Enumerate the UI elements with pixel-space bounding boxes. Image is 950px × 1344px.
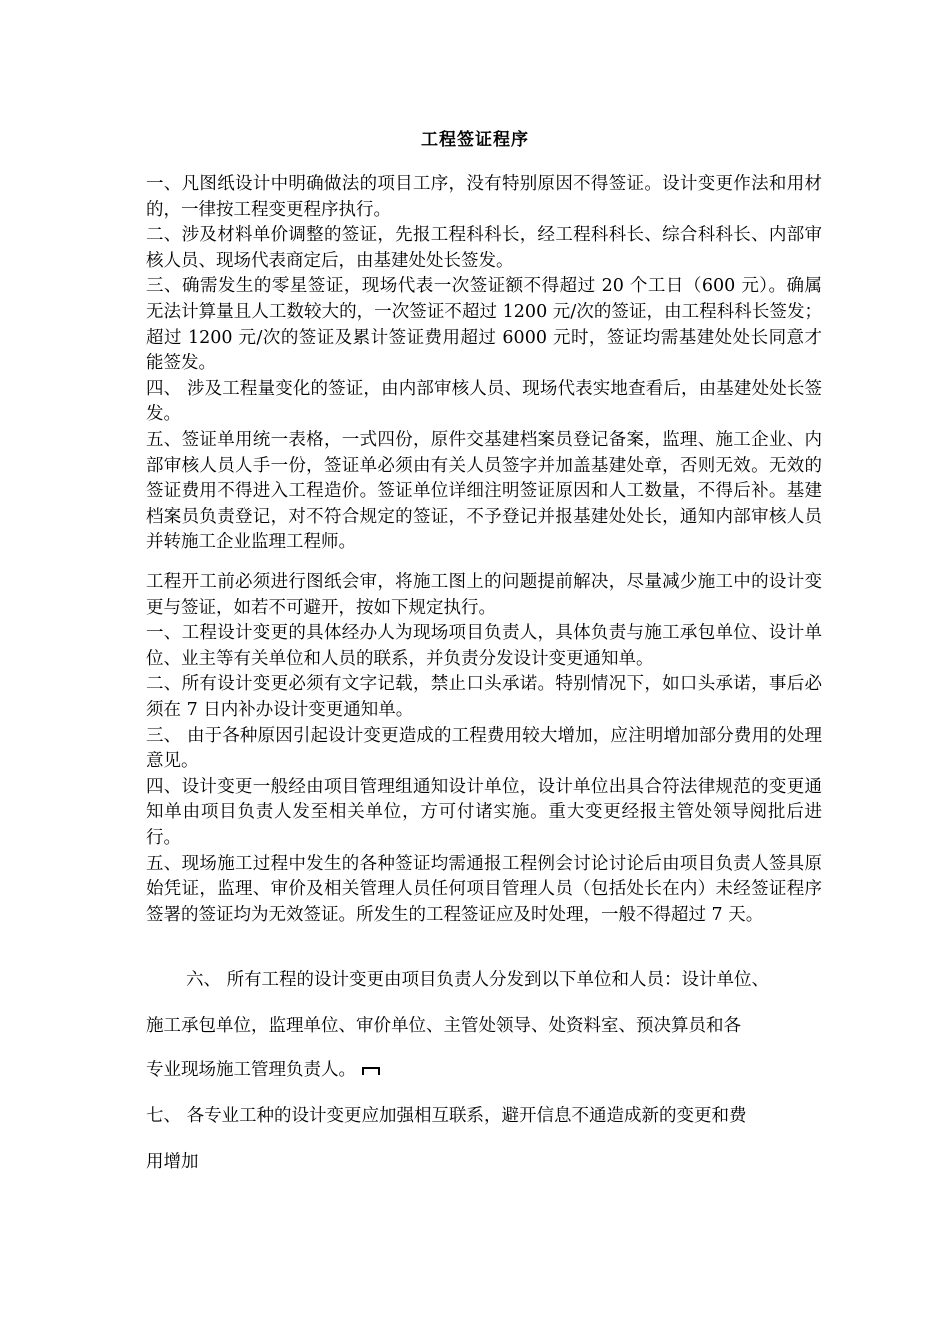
design-change-intro: 工程开工前必须进行图纸会审，将施工图上的问题提前解决，尽量减少施工中的设计变更与签证，如若不可避开，按如下规定执行。 (146, 572, 822, 618)
paragraph-item-2: 二、涉及材料单价调整的签证，先报工程科科长，经工程科科长、综合科科长、内部审核人员、现场代表商定后，由基建处处长签发。 (146, 225, 822, 271)
design-change-item-2: 二、所有设计变更必须有文字记载，禁止口头承诺。特别情况下，如口头承诺，事后必须在 7 日内补办设计变更通知单。 (146, 674, 822, 720)
item-6-line-1: 六、 所有工程的设计变更由项目负责人分发到以下单位和人员：设计单位、 (186, 970, 770, 990)
paragraph-item-5: 五、签证单用统一表格，一式四份，原件交基建档案员登记备案，监理、施工企业、内部审核人员人手一份，签证单必须由有关人员签字并加盖基建处章，否则无效。无效的签证费用不得进入工程造价。签证单位详细注明签证原因和人工数量，不得后补。基建档案员负责登记，对不符合规定的签证，不予登记并报基建处处长，通知内部审核人员并转施工企业监理工程师。 (146, 429, 822, 553)
item-7-line-1: 七、 各专业工种的设计变更应加强相互联系，避开信息不通造成新的变更和费 (146, 1106, 747, 1126)
design-change-item-1: 一、工程设计变更的具体经办人为现场项目负责人，具体负责与施工承包单位、设计单位、业主等有关单位和人员的联系，并负责分发设计变更通知单。 (146, 623, 822, 669)
document-title: 工程签证程序 (421, 130, 529, 150)
editor-mark-icon (362, 1067, 380, 1075)
item-7-line-2: 用增加 (146, 1152, 199, 1172)
design-change-item-5: 五、现场施工过程中发生的各种签证均需通报工程例会讨论讨论后由项目负责人签具原始凭证，监理、审价及相关管理人员任何项目管理人员（包括处长在内）未经签证程序签署的签证均为无效签证。所发生的工程签证应及时处理，一般不得超过 7 天。 (146, 853, 822, 925)
design-change-item-3: 三、 由于各种原因引起设计变更造成的工程费用较大增加，应注明增加部分费用的处理意见。 (146, 725, 822, 772)
item-6-line-3-wrapper (146, 1058, 846, 1082)
design-change-item-4: 四、设计变更一般经由项目管理组通知设计单位，设计单位出具合符法律规范的变更通知单由项目负责人发至相关单位，方可付诸实施。重大变更经报主管处领导阅批后进行。 (146, 776, 822, 848)
signoff-rules-section (146, 172, 822, 556)
paragraph-item-1: 一、凡图纸设计中明确做法的项目工序，没有特别原因不得签证。设计变更作法和用材的，一律按工程变更程序执行。 (146, 174, 822, 220)
paragraph-item-4: 四、 涉及工程量变化的签证，由内部审核人员、现场代表实地查看后，由基建处处长签发。 (146, 378, 822, 425)
paragraph-item-3: 三、确需发生的零星签证，现场代表一次签证额不得超过 20 个工日（600 元）。确属无法计算量且人工数较大的，一次签证不超过 1200 元/次的签证，由工程科科长签发；超过 1200 元/次的签证及累计签证费用超过 6000 元时，签证均需基建处处长同意才能签发。 (146, 276, 822, 374)
item-6-line-3: 专业现场施工管理负责人。 (146, 1060, 356, 1080)
design-change-section (146, 570, 822, 928)
item-6-line-2: 施工承包单位，监理单位、审价单位、主管处领导、处资料室、预决算员和各 (146, 1016, 741, 1036)
